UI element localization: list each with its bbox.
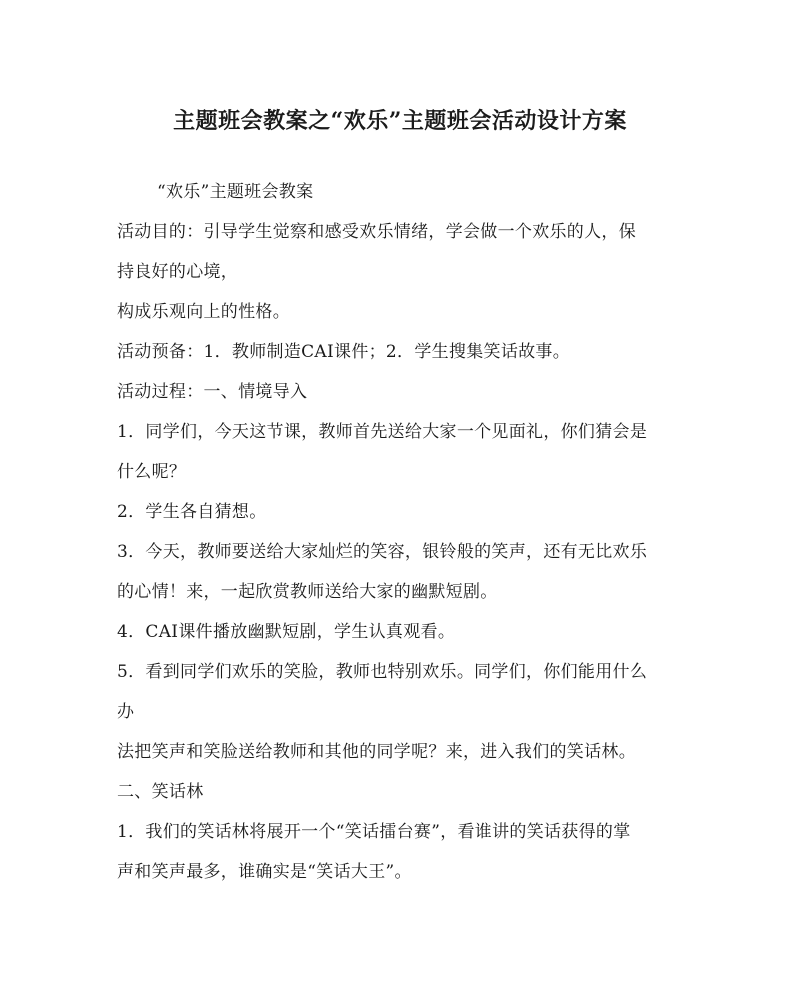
paragraph-line: 活动目的：引导学生觉察和感受欢乐情绪，学会做一个欢乐的人，保 [117, 222, 636, 242]
paragraph-line: 持良好的心境， [117, 262, 239, 282]
paragraph-line: 办 [117, 702, 135, 722]
paragraph-line: 2．学生各自猜想。 [117, 502, 267, 522]
paragraph-line: 法把笑声和笑脸送给教师和其他的同学呢？来，进入我们的笑话林。 [117, 742, 636, 762]
paragraph-line: 3．今天，教师要送给大家灿烂的笑容，银铃般的笑声，还有无比欢乐 [117, 542, 648, 562]
section-heading: 二、笑话林 [117, 782, 204, 802]
paragraph-line: 1．同学们，今天这节课，教师首先送给大家一个见面礼，你们猜会是 [117, 422, 648, 442]
paragraph-line: 活动过程：一、情境导入 [117, 382, 308, 402]
paragraph-line: 什么呢？ [117, 462, 187, 482]
paragraph-line: 的心情！来，一起欣赏教师送给大家的幽默短剧。 [117, 582, 498, 602]
paragraph-line: 4．CAI课件播放幽默短剧，学生认真观看。 [117, 622, 456, 642]
paragraph-line: 5．看到同学们欢乐的笑脸，教师也特别欢乐。同学们，你们能用什么 [117, 662, 648, 682]
document-body [117, 178, 687, 898]
paragraph-line: 1．我们的笑话林将展开一个“笑话擂台赛”，看谁讲的笑话获得的掌 [117, 822, 631, 842]
paragraph-line: 活动预备：1．教师制造CAI课件；2．学生搜集笑话故事。 [117, 342, 571, 362]
paragraph-line: 声和笑声最多，谁确实是“笑话大王”。 [117, 862, 412, 882]
subtitle-line: “欢乐”主题班会教案 [157, 182, 314, 202]
paragraph-line: 构成乐观向上的性格。 [117, 302, 290, 322]
document-title: 主题班会教案之“欢乐”主题班会活动设计方案 [173, 108, 627, 134]
